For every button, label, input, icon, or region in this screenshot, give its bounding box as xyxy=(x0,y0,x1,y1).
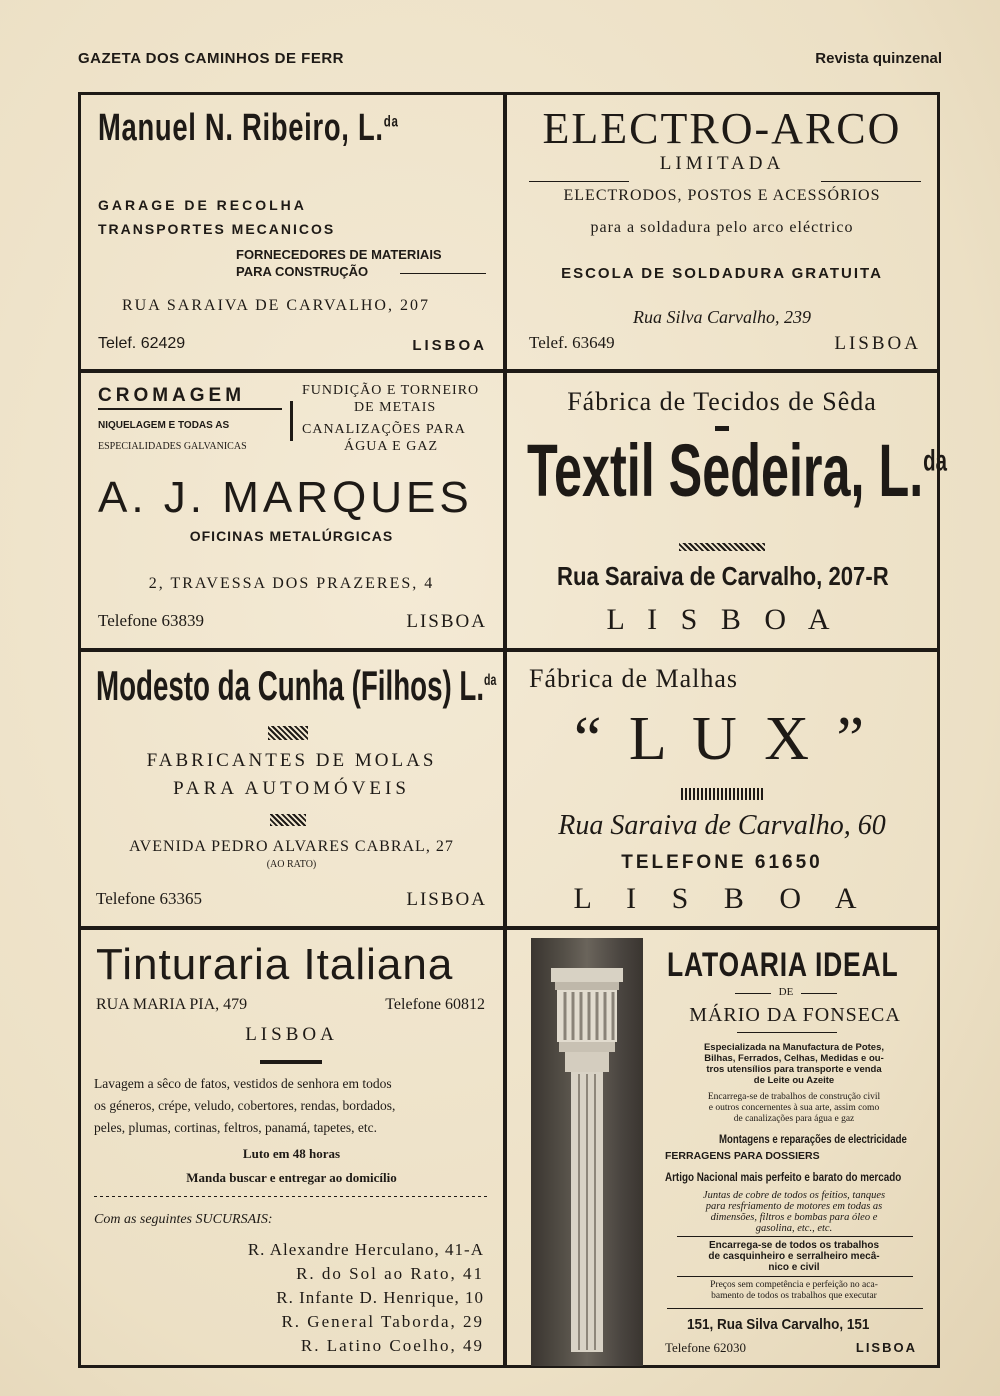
address: RUA SARAIVA DE CARVALHO, 207 xyxy=(122,297,430,314)
rule xyxy=(529,181,629,182)
journal-title: GAZETA DOS CAMINHOS DE FERR xyxy=(78,50,345,67)
address: Rua Saraiva de Carvalho, 207-R xyxy=(557,561,889,591)
column-icon xyxy=(531,938,643,1366)
branch-item: R. Alexandre Herculano, 41-A xyxy=(247,1240,484,1259)
company-name: A. J. MARQUES xyxy=(98,473,473,522)
column-photo xyxy=(531,938,643,1366)
specialty-text: Especializada na Manufactura de Potes, Bilhas, Ferrados, Celhas, Medidas e ou- tros utensílios para transporte e venda de Leite ou Azeite xyxy=(703,1042,885,1086)
phone: Telefone 63365 xyxy=(96,889,202,908)
fundicao-line: FUNDIÇÃO E TORNEIRO xyxy=(302,383,480,398)
phone: Telefone 63839 xyxy=(98,611,204,630)
ad-latoaria-ideal xyxy=(507,930,937,1368)
rule xyxy=(667,1308,923,1309)
juntas-text: Juntas de cobre de todos os feitios, tanques para resfriamento de motores em todas as dimensões, filtros e bombas para óleo e gasolina, etc., etc. xyxy=(702,1190,886,1234)
ad-textil-sedeira xyxy=(507,373,947,648)
product-line: PARA AUTOMÓVEIS xyxy=(173,778,410,799)
niquelagem-line: NIQUELAGEM E TODAS AS xyxy=(98,420,230,431)
rule xyxy=(260,1060,322,1064)
company-name: “ L U X ” xyxy=(573,705,871,773)
cromagem-heading: CROMAGEM xyxy=(98,385,246,406)
niquelagem-line: ESPECIALIDADES GALVANICAS xyxy=(98,441,247,452)
address: Rua Saraiva de Carvalho, 60 xyxy=(558,810,886,841)
branch-item: R. General Taborda, 29 xyxy=(281,1312,484,1331)
pricing-text: Preços sem competência e perfeição no aca- bamento de todos os trabalhos que executar xyxy=(710,1280,878,1301)
city: L I S B O A xyxy=(606,603,838,636)
rule xyxy=(735,993,771,994)
service-text: Lavagem a sêco de fatos, vestidos de senhora em todos xyxy=(94,1076,392,1091)
ad-tinturaria-italiana xyxy=(80,930,503,1368)
address: 2, TRAVESSA DOS PRAZERES, 4 xyxy=(148,575,435,592)
phone: Telefone 62030 xyxy=(665,1340,747,1355)
city: L I S B O A xyxy=(573,882,871,915)
service-line: GARAGE DE RECOLHA xyxy=(98,197,307,213)
phone: Telef. 62429 xyxy=(98,335,186,352)
rule xyxy=(677,1236,913,1237)
ad-manuel-ribeiro xyxy=(80,95,503,369)
city: LISBOA xyxy=(406,889,487,910)
ornament xyxy=(681,788,763,800)
ornament xyxy=(268,726,308,740)
ornament xyxy=(270,814,306,826)
address: Rua Silva Carvalho, 239 xyxy=(633,307,811,327)
city: LISBOA xyxy=(412,337,487,354)
school-line: ESCOLA DE SOLDADURA GRATUITA xyxy=(561,265,883,282)
rule xyxy=(821,181,921,182)
company-name: Textil Sedeira, L.$^{da}$ xyxy=(527,429,947,512)
city: LISBOA xyxy=(245,1024,338,1045)
electricity-line: Montagens e reparações de electricidade xyxy=(719,1132,907,1146)
rule xyxy=(801,993,837,994)
rule xyxy=(400,273,486,274)
service-text: peles, plumas, cortinas, feltros, panamá, tapetes, etc. xyxy=(94,1120,378,1135)
phone: Telefone 60812 xyxy=(385,996,485,1013)
rule xyxy=(290,401,293,441)
company-name: Manuel N. Ribeiro, L.$^{da}$ xyxy=(98,107,399,149)
factory-type: Fábrica de Malhas xyxy=(529,664,739,693)
ad-malhas-lux xyxy=(507,652,937,926)
branch-item: R. Infante D. Henrique, 10 xyxy=(276,1288,484,1307)
casquinheiro-text: Encarrega-se de todos os trabalhos de casquinheiro e serralheiro mecâ- nico e civil xyxy=(708,1240,880,1273)
company-subtitle: OFICINAS METALÚRGICAS xyxy=(189,528,394,544)
service-line: TRANSPORTES MECANICOS xyxy=(98,221,336,237)
rule xyxy=(98,408,282,410)
dotted-rule xyxy=(94,1196,489,1197)
city: LISBOA xyxy=(406,611,487,632)
ornament xyxy=(679,543,765,551)
luto-line: Luto em 48 horas xyxy=(242,1146,341,1161)
city: LISBOA xyxy=(855,1340,917,1355)
construction-text: Encarrega-se de trabalhos de construção civil e outros concernentes à sua arte, assim como de canalizações para água e gaz xyxy=(707,1092,881,1124)
phone: TELEFONE 61650 xyxy=(621,852,823,873)
fundicao-line: CANALIZAÇÕES PARA xyxy=(302,422,466,437)
fundicao-line: ÁGUA E GAZ xyxy=(344,439,438,454)
ferragens-line: FERRAGENS PARA DOSSIERS xyxy=(665,1150,820,1162)
company-name: LATOARIA IDEAL xyxy=(667,946,899,984)
branch-item: R. Latino Coelho, 49 xyxy=(300,1336,484,1355)
company-subtitle: LIMITADA xyxy=(659,153,785,174)
address: 151, Rua Silva Carvalho, 151 xyxy=(687,1316,870,1333)
journal-subtitle: Revista quinzenal xyxy=(815,50,942,67)
product-line: ELECTRODOS, POSTOS E ACESSÓRIOS xyxy=(563,187,881,204)
service-line: FORNECEDORES DE MATERIAIS xyxy=(236,247,442,262)
rule xyxy=(677,1276,913,1277)
product-line: FABRICANTES DE MOLAS xyxy=(146,750,437,771)
service-line: PARA CONSTRUÇÃO xyxy=(236,264,369,279)
delivery-line: Manda buscar e entregar ao domicílio xyxy=(186,1170,397,1185)
product-line: para a soldadura pelo arco eléctrico xyxy=(590,219,854,236)
ad-electro-arco xyxy=(507,95,937,369)
fundicao-line: DE METAIS xyxy=(354,400,437,415)
company-name: ELECTRO-ARCO xyxy=(542,104,902,153)
address: AVENIDA PEDRO ALVARES CABRAL, 27 xyxy=(129,838,454,855)
branch-item: R. do Sol ao Rato, 41 xyxy=(296,1264,484,1283)
de-label: DE xyxy=(778,986,794,998)
address: RUA MARIA PIA, 479 xyxy=(96,996,248,1013)
ad-modesto-da-cunha xyxy=(80,652,503,926)
service-text: os géneros, crépe, veludo, cobertores, rendas, bordados, xyxy=(94,1098,396,1113)
rule xyxy=(737,1032,837,1033)
ad-aj-marques xyxy=(80,373,503,648)
phone: Telef. 63649 xyxy=(529,333,615,352)
city: LISBOA xyxy=(834,333,921,354)
owner-name: MÁRIO DA FONSECA xyxy=(689,1004,901,1026)
national-product-line: Artigo Nacional mais perfeito e barato do mercado xyxy=(665,1170,902,1184)
branches-heading: Com as seguintes SUCURSAIS: xyxy=(94,1212,273,1227)
company-name: Modesto da Cunha (Filhos) L.$^{da}$ xyxy=(96,662,497,709)
company-name: Tinturaria Italiana xyxy=(96,940,454,989)
address-note: (AO RATO) xyxy=(266,859,317,870)
factory-type: Fábrica de Tecidos de Sêda xyxy=(567,387,877,416)
